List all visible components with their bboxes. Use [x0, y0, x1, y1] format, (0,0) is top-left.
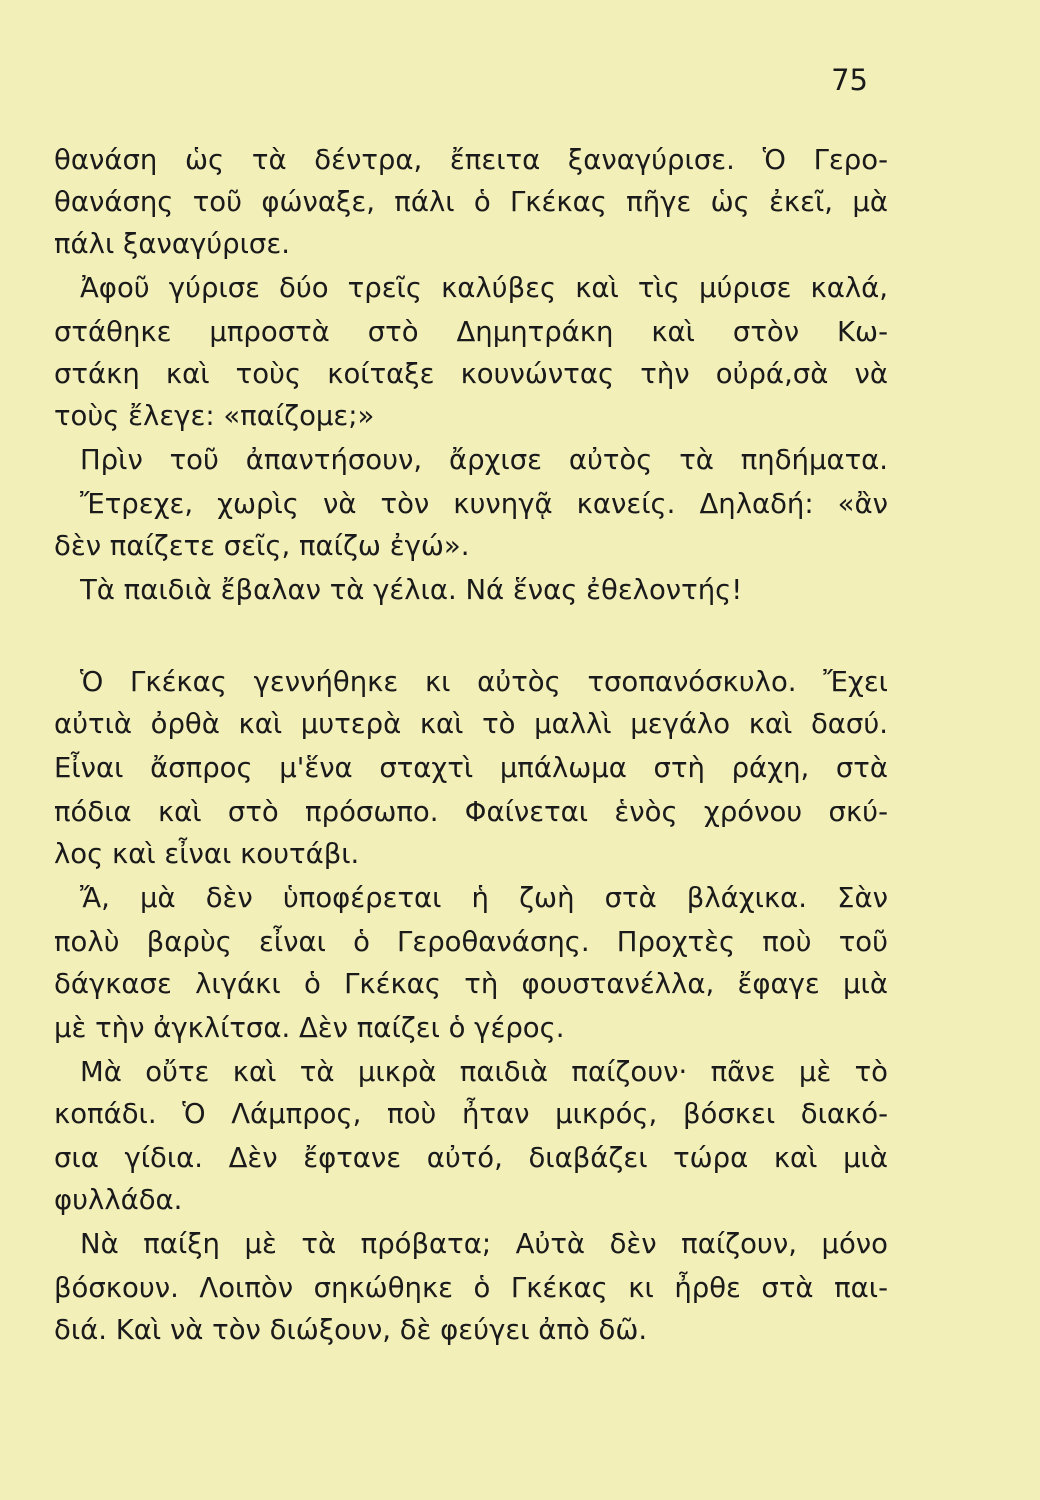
text-line: βόσκουν. Λοιπὸν σηκώθηκε ὁ Γκέκας κι ἦρθε στὰ παι-	[54, 1272, 888, 1304]
text-line: πάλι ξαναγύρισε.	[54, 228, 290, 260]
text-line: κοπάδι. Ὁ Λάμπρος, ποὺ ἦταν μικρός, βόσκει διακό-	[54, 1098, 888, 1130]
text-line: Εἶναι ἄσπρος μ'ἕνα σταχτὶ μπάλωμα στὴ ράχη, στὰ	[54, 752, 888, 784]
text-line: δὲν παίζετε σεῖς, παίζω ἐγώ».	[54, 530, 470, 562]
text-line: θανάση ὡς τὰ δέντρα, ἔπειτα ξαναγύρισε. Ὁ Γερο-	[54, 144, 888, 176]
text-line: Ὁ Γκέκας γεννήθηκε κι αὐτὸς τσοπανόσκυλο. Ἔχει	[80, 666, 888, 698]
text-line: Ἀφοῦ γύρισε δύο τρεῖς καλύβες καὶ τὶς μύρισε καλά,	[80, 272, 888, 304]
text-line: Πρὶν τοῦ ἀπαντήσουν, ἄρχισε αὐτὸς τὰ πηδήματα.	[80, 444, 888, 476]
text-line: Τὰ παιδιὰ ἔβαλαν τὰ γέλια. Νά ἕνας ἐθελοντής!	[80, 574, 743, 606]
text-line: μὲ τὴν ἀγκλίτσα. Δὲν παίζει ὁ γέρος.	[54, 1012, 565, 1044]
text-line: Ἄ, μὰ δὲν ὑποφέρεται ἡ ζωὴ στὰ βλάχικα. Σὰν	[80, 882, 888, 914]
text-line: σια γίδια. Δὲν ἔφτανε αὐτό, διαβάζει τώρα καὶ μιὰ	[54, 1142, 888, 1174]
text-line: δάγκασε λιγάκι ὁ Γκέκας τὴ φουστανέλλα, ἔφαγε μιὰ	[54, 968, 888, 1000]
text-line: Μὰ οὔτε καὶ τὰ μικρὰ παιδιὰ παίζουν· πᾶνε μὲ τὸ	[80, 1056, 888, 1088]
text-line: Νὰ παίξη μὲ τὰ πρόβατα; Αὐτὰ δὲν παίζουν, μόνο	[80, 1228, 888, 1260]
text-line: τοὺς ἔλεγε: «παίζομε;»	[54, 400, 375, 432]
page-number: 75	[831, 63, 868, 97]
text-line: θανάσης τοῦ φώναξε, πάλι ὁ Γκέκας πῆγε ὡς ἐκεῖ, μὰ	[54, 186, 888, 218]
text-line: φυλλάδα.	[54, 1184, 183, 1216]
text-line: πολὺ βαρὺς εἶναι ὁ Γεροθανάσης. Προχτὲς ποὺ τοῦ	[54, 926, 888, 958]
text-line: πόδια καὶ στὸ πρόσωπο. Φαίνεται ἑνὸς χρόνου σκύ-	[54, 796, 888, 828]
text-line: στάκη καὶ τοὺς κοίταξε κουνώντας τὴν οὐρά,σὰ νὰ	[54, 358, 888, 390]
text-line: Ἔτρεχε, χωρὶς νὰ τὸν κυνηγᾷ κανείς. Δηλαδή: «ἂν	[80, 488, 888, 520]
text-line: διά. Καὶ νὰ τὸν διώξουν, δὲ φεύγει ἀπὸ δῶ.	[54, 1314, 648, 1346]
text-line: λος καὶ εἶναι κουτάβι.	[54, 838, 360, 870]
text-line: αὐτιὰ ὀρθὰ καὶ μυτερὰ καὶ τὸ μαλλὶ μεγάλο καὶ δασύ.	[54, 708, 888, 740]
text-line: στάθηκε μπροστὰ στὸ Δημητράκη καὶ στὸν Κω-	[54, 316, 888, 348]
